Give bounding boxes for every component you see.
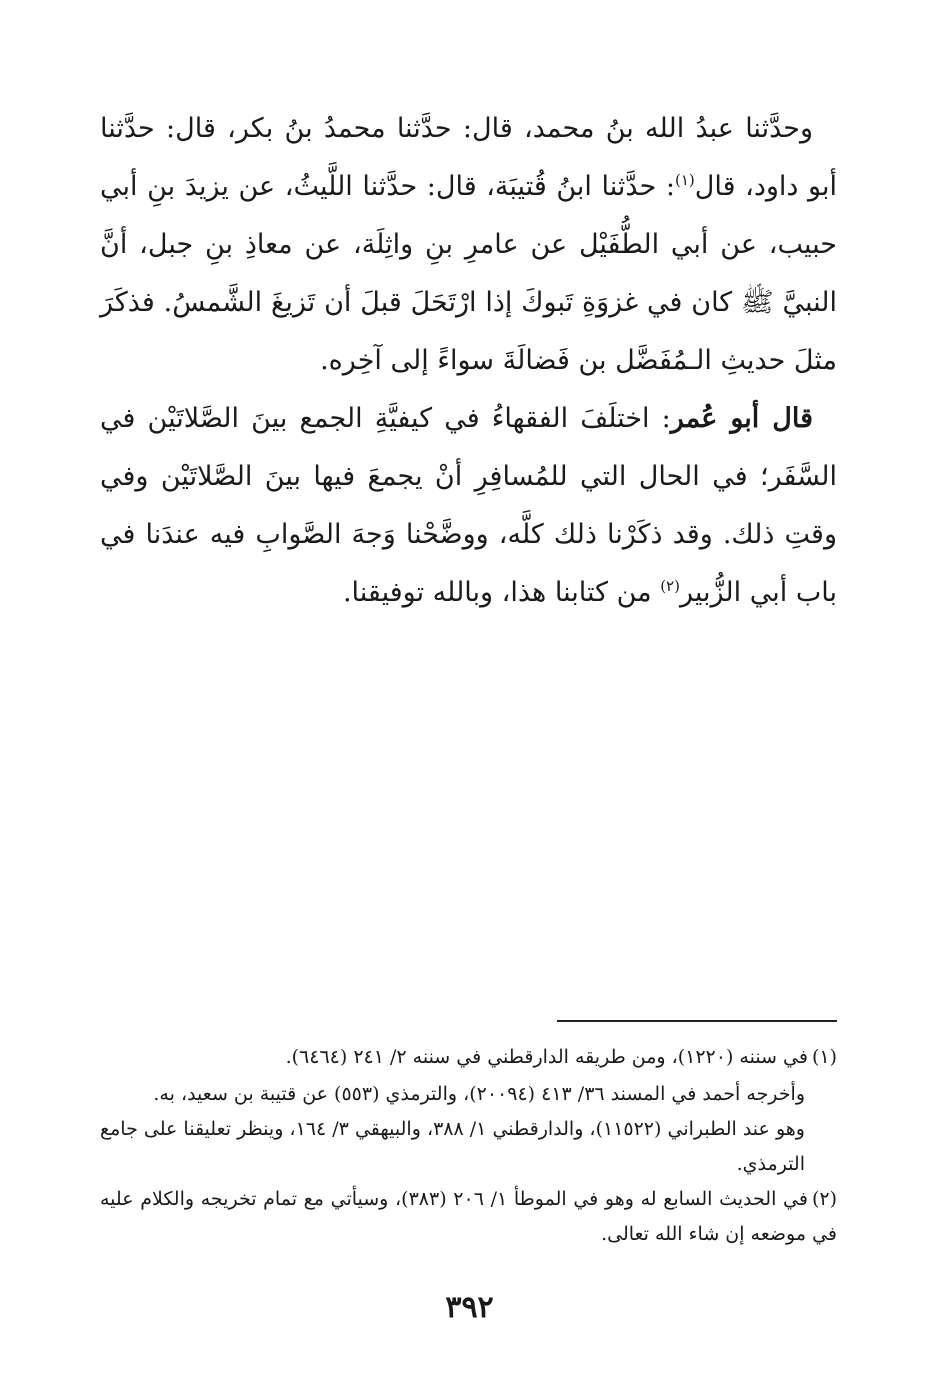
paragraph-1: [100, 100, 837, 390]
footnote-2-text: في الحديث السابع له وهو في الموطأ ١/ ٢٠٦ (٣٨٣)، وسيأتي مع تمام تخريجه والكلام عليه في موضعه إن شاء الله تعالى.: [100, 1188, 837, 1245]
footnote-1-number: (١): [811, 1046, 837, 1068]
paragraph-1-text: وحدَّثنا عبدُ الله بنُ محمد، قال: حدَّثنا محمدُ بنُ بكر، قال: حدَّثنا أبو داود، قال: [100, 113, 837, 202]
paragraph-2: [100, 390, 837, 622]
footnotes: [100, 1040, 837, 1254]
paragraph-1-text-after: : حدَّثنا ابنُ قُتيبَة، قال: حدَّثنا اللَّيثُ، عن يزيدَ بنِ أبي حبيب، عن أبي الطُّفَيْل عن عامرِ بنِ واثِلَة، عن معاذِ بنِ جبل، أنَّ النبيَّ ﷺ كان في غزوَةِ تَبوكَ إذا ارْتَحَلَ قبلَ أن تَزيغَ الشَّمسُ. فذكَرَ مثلَ حديثِ الـمُفَضَّل بن فَضالَةَ سواءً إلى آخِره.: [100, 171, 837, 376]
footnote-separator: [557, 1020, 837, 1022]
footnote-1: [100, 1040, 837, 1075]
footnote-ref-2[interactable]: (٢): [660, 577, 680, 595]
footnote-2: [100, 1182, 837, 1252]
page-number: ٣٩٢: [445, 1290, 494, 1325]
paragraph-2-lead: قال أبو عُمر: [670, 403, 813, 434]
footnote-ref-1[interactable]: (١): [674, 171, 695, 189]
footnote-1-continuation-1: وأخرجه أحمد في المسند ٣٦/ ٤١٣ (٢٠٠٩٤)، والترمذي (٥٥٣) عن قتيبة بن سعيد، به.: [153, 1083, 805, 1105]
paragraph-2-text-after: من كتابنا هذا، وبالله توفيقنا.: [342, 577, 661, 608]
main-text: [100, 100, 837, 622]
paragraph-2-text: : اختلَفَ الفقهاءُ في كيفيَّةِ الجمع بينَ الصَّلاتَيْن في السَّفَر؛ في الحال التي للمُسافِرِ أنْ يجمعَ فيها بينَ الصَّلاتَيْن وفي وقتِ ذلك. وقد ذكَرْنا ذلك كلَّه، ووضَّحْنا وَجهَ الصَّوابِ فيه عندَنا في باب أبي الزُّبير: [100, 403, 837, 608]
footnote-1-text: في سننه (١٢٢٠)، ومن طريقه الدارقطني في سننه ٢/ ٢٤١ (٦٤٦٤).: [285, 1046, 808, 1068]
footnote-1-continuation-2: وهو عند الطبراني (١١٥٢٢)، والدارقطني ١/ ٣٨٨، والبيهقي ٣/ ١٦٤، وينظر تعليقنا على جامع الترمذي.: [100, 1118, 805, 1175]
footnote-2-number: (٢): [811, 1188, 837, 1210]
